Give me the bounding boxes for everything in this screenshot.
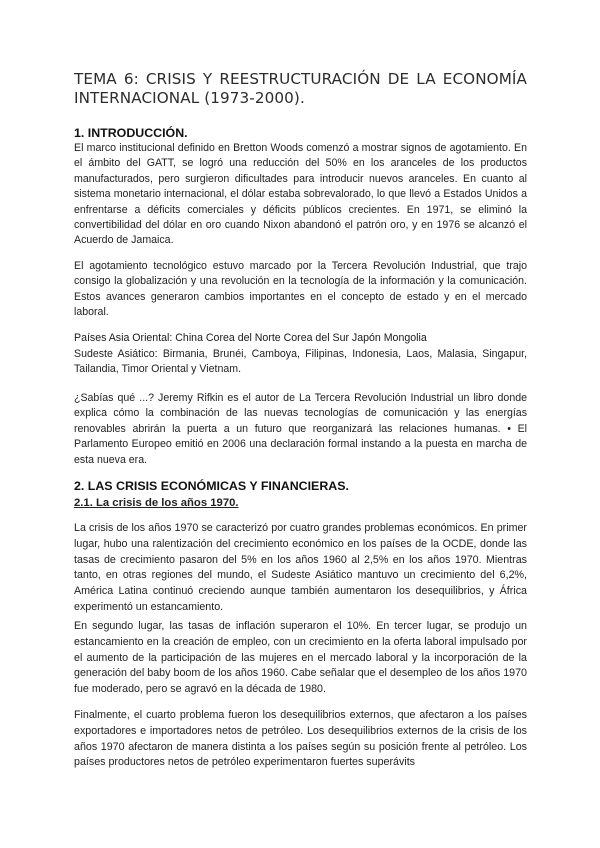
section2-paragraph-2: En segundo lugar, las tasas de inflación superaron el 10%. En tercer lugar, se produjo un estancamiento en la creación de empleo, con un crecimiento en la oferta laboral impulsado por el aumento de la participación de las mujeres en el mercado laboral y la incorporación de la generación del baby boom de los años 1960. Cabe señalar que el desempleo de los años 1970 fue moderado, pero se agravó en la década de 1980. xyxy=(74,620,527,696)
section1-paragraph-1: El marco institucional definido en Bretton Woods comenzó a mostrar signos de agotamiento. En el ámbito del GATT, se logró una reducción del 50% en los aranceles de los productos manufacturados, pero surgieron dificultades para introducir nuevos aranceles. En cuanto al sistema monetario internacional, el dólar estaba sobrevalorado, lo que llevó a Estados Unidos a enfrentarse a déficits comerciales y déficits públicos crecientes. En 1971, se eliminó la convertibilidad del dólar en oro cuando Nixon abandonó el patrón oro, y en 1976 se alcanzó el Acuerdo de Jamaica. xyxy=(74,142,527,247)
section1-paragraph-sabias: ¿Sabías qué ...? Jeremy Rifkin es el autor de La Tercera Revolución Industrial un libro donde explica cómo la combinación de las nuevas tecnologías de comunicación y las energías renovables abrirán la puerta a un futuro que reorganizará las relaciones humanas. • El Parlamento Europeo emitió en 2006 una declaración formal instando a la puesta en marcha de esta nueva era. xyxy=(74,392,527,466)
asia-oriental-line: Países Asia Oriental: China Corea del Norte Corea del Sur Japón Mongolia xyxy=(74,332,427,344)
document-title: TEMA 6: CRISIS Y REESTRUCTURACIÓN DE LA ECONOMÍA INTERNACIONAL (1973-2000). xyxy=(74,70,527,107)
section2-paragraph-1: La crisis de los años 1970 se caracterizó por cuatro grandes problemas económicos. En primer lugar, hubo una ralentización del crecimiento económico en los países de la OCDE, donde las tasas de crecimiento pasaron del 5% en los años 1960 al 2,5% en los años 1970. Mientras tanto, en otras regiones del mundo, el Sudeste Asiático mantuvo un crecimiento del 6,2%, América Latina continuó creciendo aunque también aumentaron los desequilibrios, y África experimentó un estancamiento. xyxy=(74,522,527,613)
section2-heading: 2. LAS CRISIS ECONÓMICAS Y FINANCIERAS. xyxy=(74,479,349,493)
section1-heading: 1. INTRODUCCIÓN. xyxy=(74,126,188,140)
sudeste-asiatico-line: Sudeste Asiático: Birmania, Brunéi, Camboya, Filipinas, Indonesia, Laos, Malasia, Singapur, Tailandia, Timor Oriental y Vietnam. xyxy=(74,348,527,376)
section2-subheading: 2.1. La crisis de los años 1970. xyxy=(74,497,239,509)
section2-paragraph-3: Finalmente, el cuarto problema fueron los desequilibrios externos, que afectaron a los países exportadores e importadores netos de petróleo. Los desequilibrios externos de la crisis de los años 1970 afectaron de manera distinta a los países según su posición frente al petróleo. Los países productores netos de petróleo experimentaron fuertes superávits xyxy=(74,709,527,769)
section1-paragraph-2: El agotamiento tecnológico estuvo marcado por la Tercera Revolución Industrial, que trajo consigo la globalización y una revolución en la tecnología de la información y la comunicación. Estos avances generaron cambios importantes en el concepto de estado y en el mercado laboral. xyxy=(74,260,527,319)
asia-regions-list xyxy=(74,331,527,347)
